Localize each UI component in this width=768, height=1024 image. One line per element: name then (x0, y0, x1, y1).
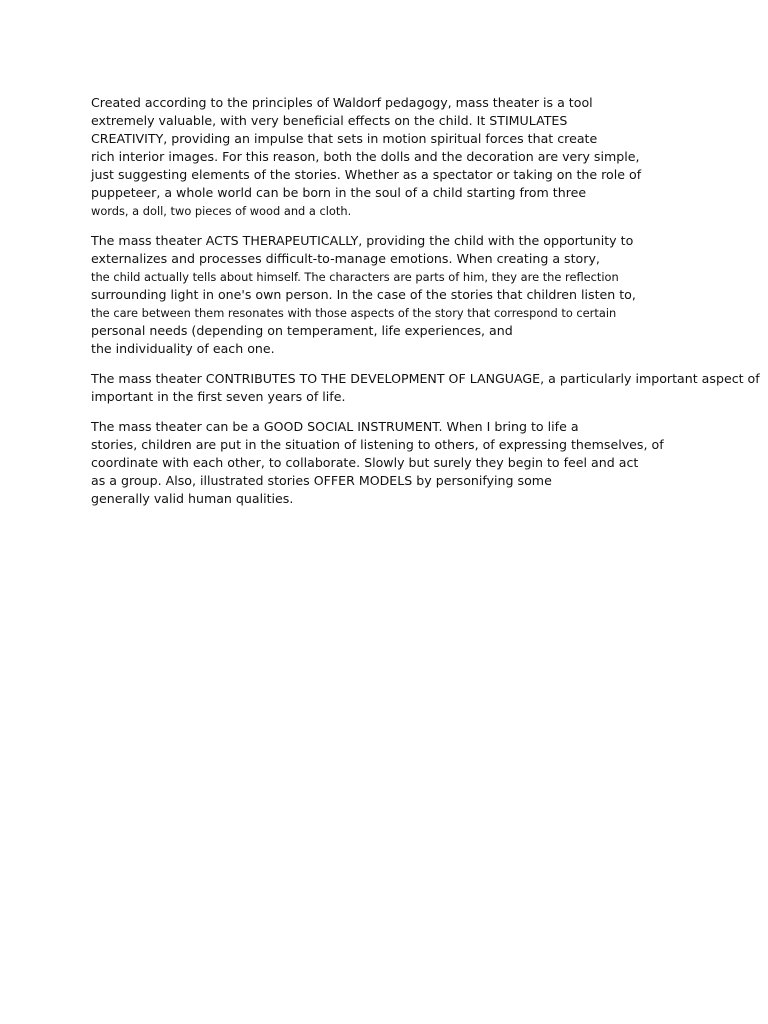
text-line: the individuality of each one. (91, 341, 275, 356)
text-line: rich interior images. For this reason, both the dolls and the decoration are very simple, (91, 149, 640, 164)
text-line: Created according to the principles of Waldorf pedagogy, mass theater is a tool (91, 95, 593, 110)
paragraph-therapeutic (91, 232, 768, 358)
text-line: The mass theater ACTS THERAPEUTICALLY, providing the child with the opportunity to (91, 233, 634, 248)
text-line: generally valid human qualities. (91, 491, 294, 506)
text-line: the care between them resonates with those aspects of the story that correspond to certain (91, 306, 617, 320)
paragraph-creativity (91, 94, 768, 220)
text-line: surrounding light in one's own person. In the case of the stories that children listen to, (91, 287, 636, 302)
text-line: just suggesting elements of the stories. Whether as a spectator or taking on the role of (91, 167, 642, 182)
text-line: stories, children are put in the situation of listening to others, of expressing themselves, of (91, 437, 664, 452)
text-line: puppeteer, a whole world can be born in the soul of a child starting from three (91, 185, 587, 200)
paragraph-social (91, 418, 768, 508)
text-line: as a group. Also, illustrated stories OFFER MODELS by personifying some (91, 473, 552, 488)
text-line: externalizes and processes difficult-to-manage emotions. When creating a story, (91, 251, 600, 266)
text-line: coordinate with each other, to collaborate. Slowly but surely they begin to feel and act (91, 455, 639, 470)
text-line: personal needs (depending on temperament, life experiences, and (91, 323, 513, 338)
text-line: The mass theater can be a GOOD SOCIAL INSTRUMENT. When I bring to life a (91, 419, 579, 434)
text-line: important in the first seven years of life. (91, 389, 346, 404)
document-body (91, 94, 768, 520)
paragraph-language (91, 370, 768, 406)
text-line: words, a doll, two pieces of wood and a cloth. (91, 204, 352, 218)
text-line: The mass theater CONTRIBUTES TO THE DEVELOPMENT OF LANGUAGE, a particularly important aspect of (91, 371, 760, 386)
text-line: the child actually tells about himself. The characters are parts of him, they are the reflection (91, 270, 619, 284)
text-line: extremely valuable, with very beneficial effects on the child. It STIMULATES (91, 113, 568, 128)
text-line: CREATIVITY, providing an impulse that sets in motion spiritual forces that create (91, 131, 598, 146)
